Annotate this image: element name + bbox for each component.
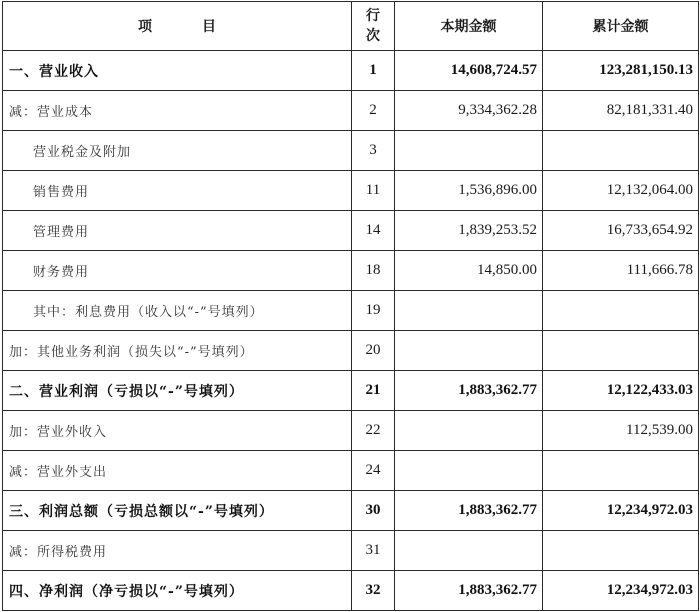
row-number: 11 bbox=[352, 171, 395, 211]
table-row bbox=[3, 571, 699, 611]
current-amount bbox=[395, 291, 543, 331]
current-amount: 1,536,896.00 bbox=[395, 171, 543, 211]
table-row bbox=[3, 291, 699, 331]
row-number: 31 bbox=[352, 531, 395, 571]
row-number: 32 bbox=[352, 571, 395, 611]
current-amount: 1,883,362.77 bbox=[395, 571, 543, 611]
row-number: 3 bbox=[352, 131, 395, 171]
cumulative-amount bbox=[543, 451, 699, 491]
item-label: 四、净利润（净亏损以“-”号填列） bbox=[3, 571, 352, 611]
table-row bbox=[3, 411, 699, 451]
item-label: 减：所得税费用 bbox=[3, 531, 352, 571]
table-row bbox=[3, 251, 699, 291]
current-amount bbox=[395, 531, 543, 571]
current-amount: 1,883,362.77 bbox=[395, 491, 543, 531]
row-number: 19 bbox=[352, 291, 395, 331]
table-row bbox=[3, 211, 699, 251]
item-label: 管理费用 bbox=[3, 211, 352, 251]
table-row bbox=[3, 91, 699, 131]
row-number: 18 bbox=[352, 251, 395, 291]
table-row bbox=[3, 531, 699, 571]
row-number: 24 bbox=[352, 451, 395, 491]
header-row-number bbox=[352, 2, 395, 51]
header-cumulative-amount: 累计金额 bbox=[543, 2, 699, 51]
item-label: 减：营业成本 bbox=[3, 91, 352, 131]
cumulative-amount bbox=[543, 131, 699, 171]
cumulative-amount bbox=[543, 331, 699, 371]
header-item-left: 项 bbox=[138, 19, 152, 35]
table-row bbox=[3, 451, 699, 491]
header-row-number-line2: 次 bbox=[366, 28, 380, 44]
header-row-number-line1: 行 bbox=[366, 8, 380, 24]
row-number: 2 bbox=[352, 91, 395, 131]
cumulative-amount: 111,666.78 bbox=[543, 251, 699, 291]
item-label: 加：营业外收入 bbox=[3, 411, 352, 451]
header-current-amount: 本期金额 bbox=[395, 2, 543, 51]
row-number: 21 bbox=[352, 371, 395, 411]
item-label: 减：营业外支出 bbox=[3, 451, 352, 491]
current-amount: 14,850.00 bbox=[395, 251, 543, 291]
cumulative-amount: 12,234,972.03 bbox=[543, 491, 699, 531]
row-number: 1 bbox=[352, 51, 395, 91]
table-row bbox=[3, 171, 699, 211]
row-number: 20 bbox=[352, 331, 395, 371]
item-label: 销售费用 bbox=[3, 171, 352, 211]
row-number: 14 bbox=[352, 211, 395, 251]
table-row bbox=[3, 491, 699, 531]
table-row bbox=[3, 371, 699, 411]
cumulative-amount bbox=[543, 291, 699, 331]
current-amount bbox=[395, 451, 543, 491]
header-item bbox=[3, 2, 352, 51]
current-amount bbox=[395, 331, 543, 371]
current-amount: 14,608,724.57 bbox=[395, 51, 543, 91]
cumulative-amount: 82,181,331.40 bbox=[543, 91, 699, 131]
item-label: 财务费用 bbox=[3, 251, 352, 291]
item-label: 一、营业收入 bbox=[3, 51, 352, 91]
cumulative-amount: 12,122,433.03 bbox=[543, 371, 699, 411]
cumulative-amount: 123,281,150.13 bbox=[543, 51, 699, 91]
row-number: 22 bbox=[352, 411, 395, 451]
cumulative-amount: 16,733,654.92 bbox=[543, 211, 699, 251]
table-row bbox=[3, 131, 699, 171]
header-row bbox=[3, 2, 699, 51]
table-row bbox=[3, 331, 699, 371]
current-amount bbox=[395, 411, 543, 451]
item-label: 其中：利息费用（收入以“-”号填列） bbox=[3, 291, 352, 331]
table-row bbox=[3, 51, 699, 91]
current-amount: 1,839,253.52 bbox=[395, 211, 543, 251]
cumulative-amount: 12,234,972.03 bbox=[543, 571, 699, 611]
cumulative-amount: 12,132,064.00 bbox=[543, 171, 699, 211]
row-number: 30 bbox=[352, 491, 395, 531]
income-statement-table bbox=[2, 1, 699, 611]
item-label: 三、利润总额（亏损总额以“-”号填列） bbox=[3, 491, 352, 531]
current-amount: 9,334,362.28 bbox=[395, 91, 543, 131]
item-label: 加：其他业务利润（损失以“-”号填列） bbox=[3, 331, 352, 371]
current-amount: 1,883,362.77 bbox=[395, 371, 543, 411]
item-label: 营业税金及附加 bbox=[3, 131, 352, 171]
header-item-right: 目 bbox=[202, 19, 216, 35]
cumulative-amount: 112,539.00 bbox=[543, 411, 699, 451]
item-label: 二、营业利润（亏损以“-”号填列） bbox=[3, 371, 352, 411]
current-amount bbox=[395, 131, 543, 171]
cumulative-amount bbox=[543, 531, 699, 571]
